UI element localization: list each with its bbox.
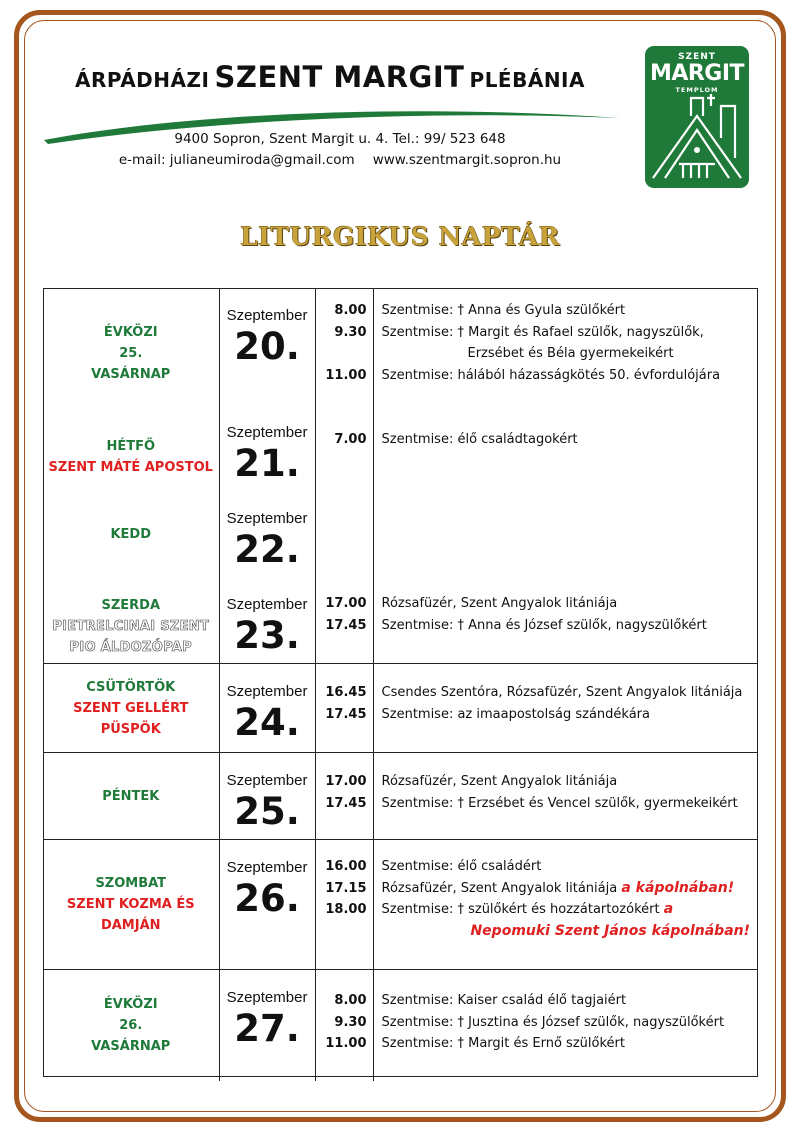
event-list bbox=[374, 664, 759, 725]
date-block bbox=[220, 970, 315, 1051]
event-line bbox=[382, 300, 759, 322]
day-line: ÉVKÖZI bbox=[103, 325, 158, 340]
time-value: 17.45 bbox=[325, 617, 367, 633]
date-number: 27. bbox=[234, 1007, 300, 1050]
day-line: SZENT KOZMA ÉS bbox=[66, 897, 195, 912]
date-cell bbox=[219, 405, 315, 491]
day-label bbox=[43, 288, 219, 405]
time-cell bbox=[315, 970, 373, 1082]
calendar-row bbox=[43, 288, 758, 405]
day-label bbox=[43, 491, 219, 577]
time-value: 8.00 bbox=[334, 993, 367, 1008]
day-line: 26. bbox=[119, 1018, 143, 1033]
month-label: Szeptember bbox=[226, 683, 308, 700]
event-cell bbox=[373, 664, 758, 753]
event-line bbox=[382, 990, 759, 1012]
website-link[interactable]: www.szentmargit.sopron.hu bbox=[372, 152, 562, 168]
event-text: Rózsafüzér, Szent Angyalok litániája bbox=[381, 774, 618, 789]
date-number: 20. bbox=[234, 325, 300, 368]
time-cell bbox=[315, 405, 373, 491]
logo-line2: MARGIT bbox=[649, 61, 745, 86]
event-line bbox=[382, 856, 759, 878]
time-value: 17.45 bbox=[325, 706, 367, 722]
event-cell bbox=[373, 491, 758, 577]
logo-line1: SZENT bbox=[678, 52, 716, 62]
time-value bbox=[316, 343, 367, 365]
event-line bbox=[382, 365, 759, 387]
event-list bbox=[374, 970, 759, 1055]
day-line: SZOMBAT bbox=[95, 876, 167, 891]
event-text: Szentmise: † Erzsébet és Vencel szülők, gyermekeikért bbox=[381, 795, 738, 811]
event-line bbox=[382, 771, 759, 793]
day-line: SZENT GELLÉRT bbox=[73, 700, 189, 716]
month-label: Szeptember bbox=[226, 859, 308, 876]
event-cell bbox=[373, 288, 758, 405]
event-cell bbox=[373, 577, 758, 664]
church-drawing-icon bbox=[645, 46, 749, 188]
date-block bbox=[220, 405, 315, 486]
event-text: Rózsafüzér, Szent Angyalok litániája bbox=[381, 596, 618, 611]
time-cell bbox=[315, 491, 373, 577]
date-number: 23. bbox=[234, 614, 300, 657]
day-cell bbox=[43, 491, 219, 577]
title-part3: PLÉBÁNIA bbox=[469, 68, 585, 92]
event-line bbox=[382, 878, 759, 900]
day-line: HÉTFŐ bbox=[106, 439, 156, 454]
calendar-row bbox=[43, 577, 758, 664]
time-value: 9.30 bbox=[334, 1014, 367, 1030]
day-cell bbox=[43, 753, 219, 840]
event-text: Szentmise: † Margit és Ernő szülőkért bbox=[381, 1036, 625, 1051]
parish-title bbox=[40, 60, 620, 94]
time-list bbox=[316, 664, 373, 725]
time-list bbox=[316, 405, 373, 451]
title-part1: ÁRPÁDHÁZI bbox=[75, 68, 210, 92]
month-label: Szeptember bbox=[226, 424, 308, 441]
chapel-note: a bbox=[663, 901, 674, 917]
day-line: PIO ÁLDOZÓPAP bbox=[69, 639, 192, 655]
time-list bbox=[316, 840, 373, 921]
time-list bbox=[316, 288, 373, 386]
title-part2: SZENT MARGIT bbox=[214, 60, 465, 94]
event-list bbox=[374, 577, 759, 636]
date-block bbox=[220, 753, 315, 834]
time-value: 17.45 bbox=[325, 795, 367, 811]
time-cell bbox=[315, 288, 373, 405]
event-line bbox=[382, 1012, 759, 1034]
date-block bbox=[220, 577, 315, 658]
calendar-row bbox=[43, 753, 758, 840]
day-line: 25. bbox=[119, 346, 143, 361]
event-text: Szentmise: † Anna és Gyula szülőkért bbox=[381, 303, 626, 318]
day-label bbox=[43, 405, 219, 491]
event-text: Szentmise: † szülőkért és hozzátartozókért bbox=[381, 902, 660, 917]
date-cell bbox=[219, 288, 315, 405]
time-cell bbox=[315, 664, 373, 753]
logo-line3: TEMPLOM bbox=[675, 86, 719, 94]
date-cell bbox=[219, 840, 315, 970]
date-block bbox=[220, 491, 315, 572]
time-value: 8.00 bbox=[334, 303, 367, 318]
day-line: SZENT MÁTÉ APOSTOL bbox=[48, 460, 213, 475]
day-label bbox=[43, 577, 219, 663]
day-line: PÜSPÖK bbox=[100, 721, 161, 737]
date-cell bbox=[219, 664, 315, 753]
time-value: 17.15 bbox=[325, 880, 367, 896]
event-line bbox=[382, 704, 759, 726]
time-cell bbox=[315, 840, 373, 970]
event-line bbox=[382, 793, 759, 815]
event-list bbox=[374, 288, 759, 386]
event-line bbox=[382, 429, 759, 451]
event-text: Rózsafüzér, Szent Angyalok litániája bbox=[381, 880, 618, 896]
day-cell bbox=[43, 664, 219, 753]
day-line: CSÜTÖRTÖK bbox=[86, 679, 176, 695]
event-cell bbox=[373, 970, 758, 1082]
date-cell bbox=[219, 491, 315, 577]
day-line: ÉVKÖZI bbox=[103, 997, 158, 1012]
time-value: 11.00 bbox=[325, 367, 367, 383]
event-text: Szentmise: † Anna és József szülők, nagyszülőkért bbox=[381, 617, 707, 633]
day-label bbox=[43, 970, 219, 1081]
date-block bbox=[220, 664, 315, 745]
time-value: 17.00 bbox=[325, 774, 367, 789]
date-number: 22. bbox=[234, 528, 300, 571]
calendar-row bbox=[43, 491, 758, 577]
time-value: 9.30 bbox=[334, 324, 367, 340]
event-text: Szentmise: hálából házasságkötés 50. évfordulójára bbox=[381, 367, 721, 383]
calendar-row bbox=[43, 970, 758, 1082]
chapel-note-line bbox=[382, 921, 759, 943]
date-number: 24. bbox=[234, 701, 300, 744]
month-label: Szeptember bbox=[226, 510, 308, 527]
day-label bbox=[43, 664, 219, 752]
day-cell bbox=[43, 405, 219, 491]
day-line: VASÁRNAP bbox=[91, 367, 171, 382]
day-line: KEDD bbox=[110, 526, 152, 542]
date-number: 21. bbox=[234, 442, 300, 485]
event-text: Csendes Szentóra, Rózsafüzér, Szent Angyalok litániája bbox=[381, 685, 743, 700]
time-list bbox=[316, 970, 373, 1055]
month-label: Szeptember bbox=[226, 596, 308, 613]
chapel-note: a kápolnában! bbox=[621, 879, 735, 896]
page-title: LITURGIKUS NAPTÁR bbox=[240, 222, 560, 251]
day-line: VASÁRNAP bbox=[91, 1039, 171, 1054]
liturgical-calendar-table bbox=[43, 288, 758, 1081]
date-block bbox=[220, 840, 315, 921]
event-line bbox=[382, 1033, 759, 1055]
time-value: 18.00 bbox=[325, 902, 367, 917]
email-text[interactable]: e-mail: julianeumiroda@gmail.com bbox=[118, 152, 355, 168]
date-cell bbox=[219, 577, 315, 664]
day-line: SZERDA bbox=[101, 597, 161, 613]
event-text: Szentmise: † Jusztina és József szülők, nagyszülőkért bbox=[381, 1014, 725, 1030]
event-text: Szentmise: élő családtagokért bbox=[381, 432, 578, 447]
date-block bbox=[220, 288, 315, 369]
month-label: Szeptember bbox=[226, 307, 308, 324]
time-cell bbox=[315, 753, 373, 840]
date-cell bbox=[219, 970, 315, 1082]
event-line bbox=[382, 322, 759, 344]
day-cell bbox=[43, 840, 219, 970]
event-text: Erzsébet és Béla gyermekeikért bbox=[467, 346, 674, 361]
time-value: 11.00 bbox=[325, 1036, 367, 1051]
day-label bbox=[43, 840, 219, 969]
day-cell bbox=[43, 288, 219, 405]
event-line bbox=[382, 682, 759, 704]
event-text: Szentmise: élő családért bbox=[381, 859, 542, 874]
time-value: 16.00 bbox=[325, 859, 367, 874]
event-text: Szentmise: † Margit és Rafael szülők, nagyszülők, bbox=[381, 324, 704, 340]
calendar-row bbox=[43, 840, 758, 970]
event-text: Szentmise: az imaapostolság szándékára bbox=[381, 706, 650, 722]
day-line: PÉNTEK bbox=[102, 788, 160, 804]
time-value: 7.00 bbox=[334, 432, 367, 447]
day-label bbox=[43, 753, 219, 839]
calendar-row bbox=[43, 664, 758, 753]
contact-line bbox=[80, 152, 600, 168]
event-list bbox=[374, 753, 759, 814]
date-number: 26. bbox=[234, 877, 300, 920]
date-cell bbox=[219, 753, 315, 840]
address-line: 9400 Sopron, Szent Margit u. 4. Tel.: 99/ 523 648 bbox=[174, 131, 506, 147]
date-number: 25. bbox=[234, 790, 300, 833]
event-cell bbox=[373, 753, 758, 840]
day-cell bbox=[43, 970, 219, 1082]
time-value: 16.45 bbox=[325, 685, 367, 700]
event-line bbox=[382, 343, 759, 365]
calendar-row bbox=[43, 405, 758, 491]
event-text: Szentmise: Kaiser család élő tagjaiért bbox=[381, 993, 627, 1008]
event-line bbox=[382, 615, 759, 637]
month-label: Szeptember bbox=[226, 772, 308, 789]
event-line bbox=[382, 593, 759, 615]
time-list bbox=[316, 577, 373, 636]
event-cell bbox=[373, 840, 758, 970]
event-list bbox=[374, 405, 759, 451]
time-value: 17.00 bbox=[325, 596, 367, 611]
event-cell bbox=[373, 405, 758, 491]
event-list bbox=[374, 840, 759, 942]
chapel-note: Nepomuki Szent János kápolnában! bbox=[470, 922, 750, 939]
day-line: DAMJÁN bbox=[100, 918, 161, 933]
time-list bbox=[316, 753, 373, 814]
month-label: Szeptember bbox=[226, 989, 308, 1006]
day-line: PIETRELCINAI SZENT bbox=[52, 618, 210, 634]
day-cell bbox=[43, 577, 219, 664]
time-cell bbox=[315, 577, 373, 664]
church-logo bbox=[645, 46, 749, 188]
event-line bbox=[382, 899, 759, 921]
